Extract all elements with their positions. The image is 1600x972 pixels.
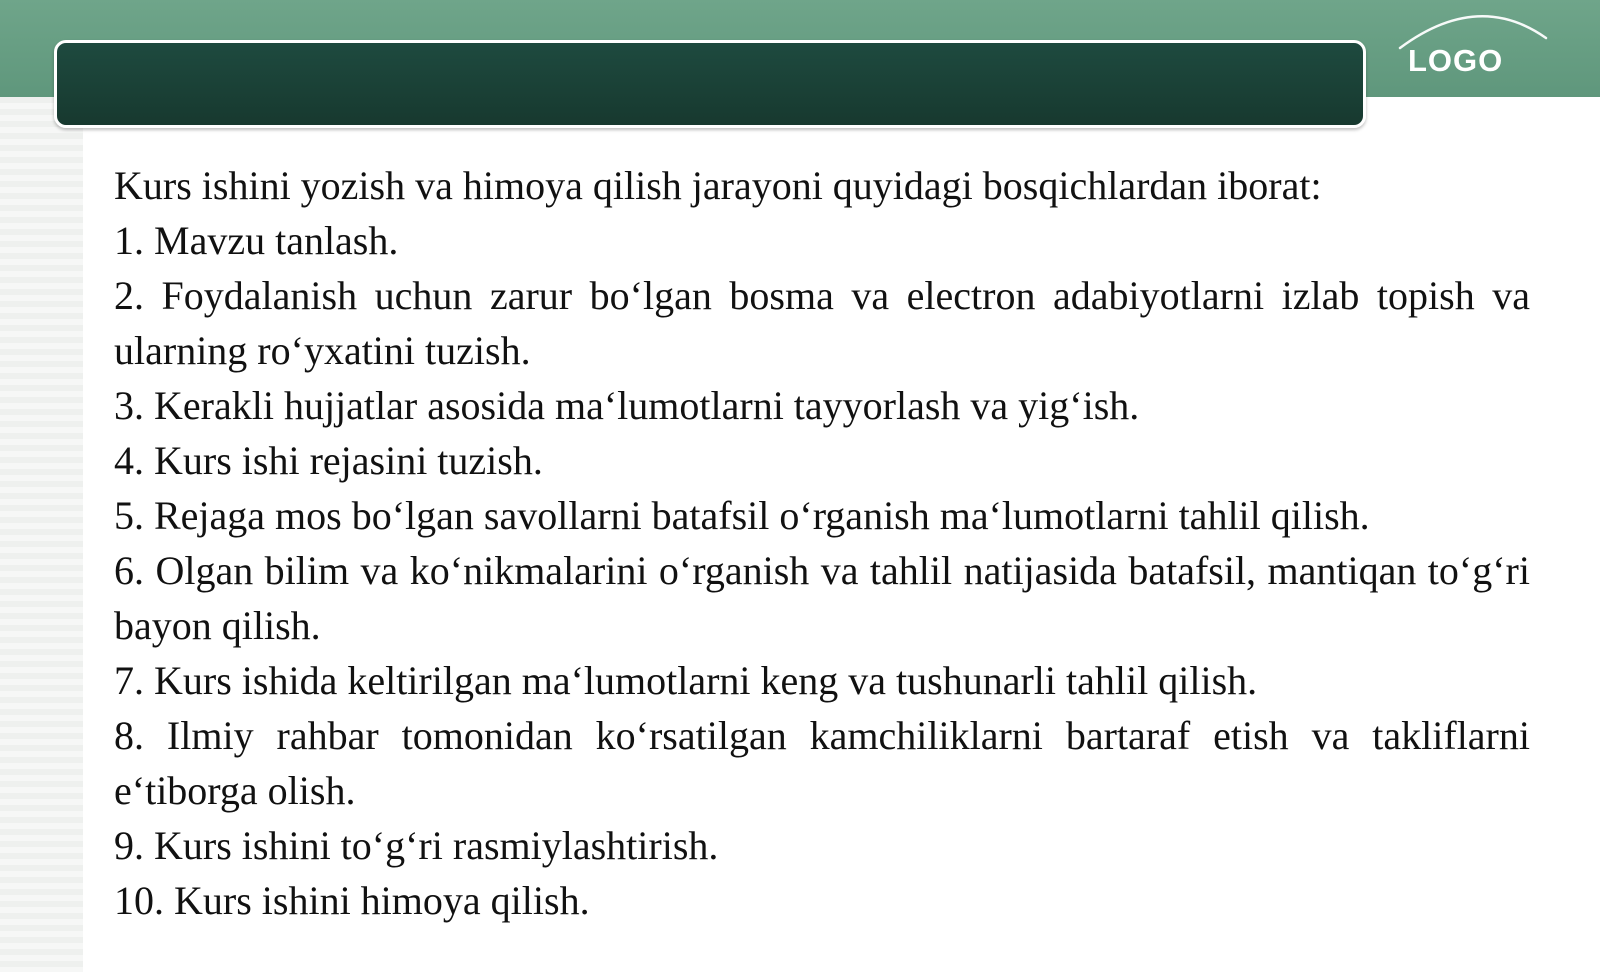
slide-title-bar (54, 40, 1366, 128)
list-item: 4. Kurs ishi rejasini tuzish. (114, 438, 543, 483)
list-item: 2. Foydalanish uchun zarur bo‘lgan bosma va electron adabiyotlarni izlab topish va ularning ro‘yxatini tuzish. (114, 273, 1530, 373)
left-decoration-strip (0, 97, 83, 972)
intro-text: Kurs ishini yozish va himoya qilish jarayoni quyidagi bosqichlardan iborat: (114, 163, 1322, 208)
list-item: 8. Ilmiy rahbar tomonidan ko‘rsatilgan kamchiliklarni bartaraf etish va takliflarni e‘tiborga olish. (114, 713, 1530, 813)
list-item: 10. Kurs ishini himoya qilish. (114, 878, 590, 923)
slide-content (114, 158, 1530, 928)
logo: LOGO (1408, 43, 1504, 78)
list-item: 6. Olgan bilim va ko‘nikmalarini o‘rganish va tahlil natijasida batafsil, mantiqan to‘g‘ri bayon qilish. (114, 548, 1530, 648)
list-item: 1. Mavzu tanlash. (114, 218, 399, 263)
list-item: 7. Kurs ishida keltirilgan ma‘lumotlarni keng va tushunarli tahlil qilish. (114, 658, 1258, 703)
list-item: 5. Rejaga mos bo‘lgan savollarni batafsil o‘rganish ma‘lumotlarni tahlil qilish. (114, 493, 1370, 538)
list-item: 9. Kurs ishini to‘g‘ri rasmiylashtirish. (114, 823, 719, 868)
list-item: 3. Kerakli hujjatlar asosida ma‘lumotlarni tayyorlash va yig‘ish. (114, 383, 1140, 428)
